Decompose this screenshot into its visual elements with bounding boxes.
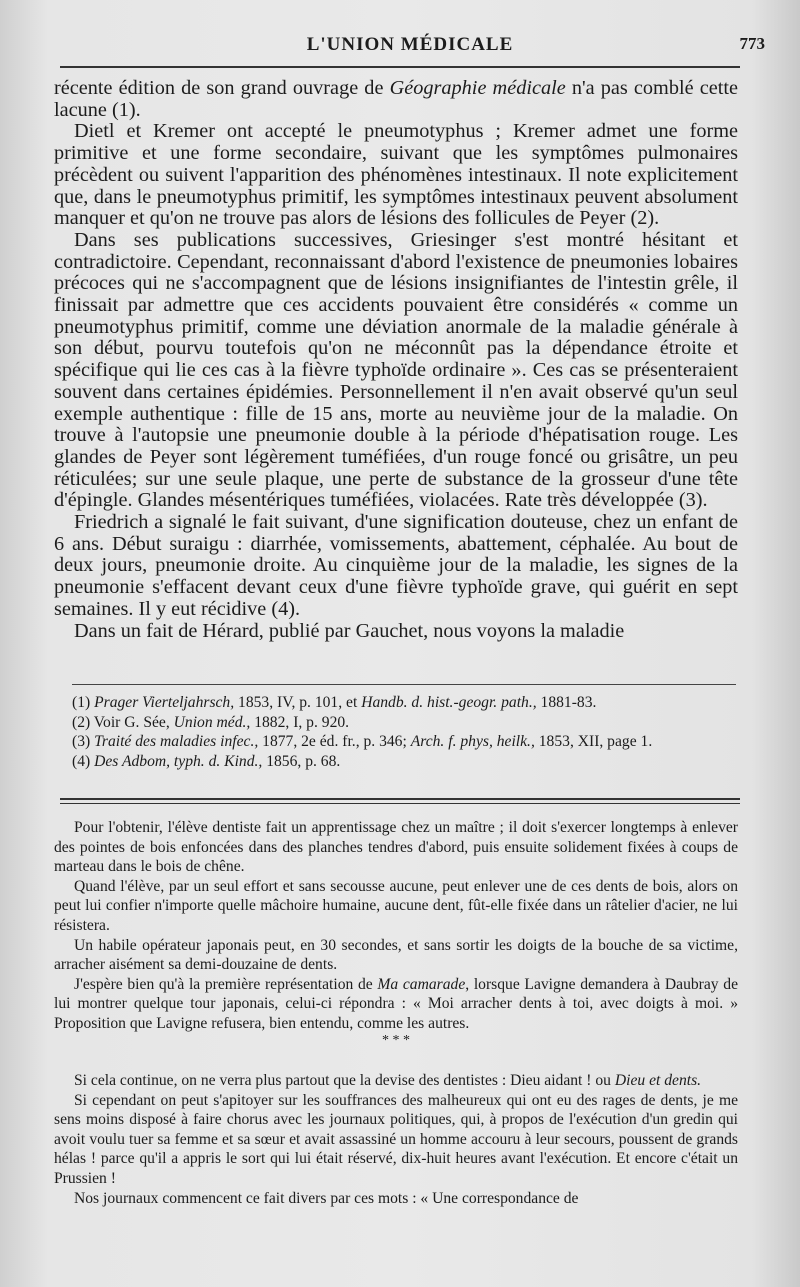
feuilleton-paragraph-1: Pour l'obtenir, l'élève dentiste fait un apprentissage chez un maître ; il doit s'exercer longtemps à enlever des pointes de bois enfoncées dans des planches tendres d'abord, puis ensuite solidement fixées à coups de marteau dans le bois de chêne. xyxy=(54,819,738,876)
paragraph-5: Dans un fait de Hérard, publié par Gauchet, nous voyons la maladie xyxy=(74,619,625,642)
running-title: L'UNION MÉDICALE xyxy=(306,34,514,55)
feuilleton-paragraph-5: Si cela continue, on ne verra plus partout que la devise des dentistes : Dieu aidant ! ou Dieu et dents. xyxy=(74,1072,702,1089)
feuilleton-paragraph-6: Si cependant on peut s'apitoyer sur les souffrances des malheureux qui ont eu des rages de dents, je me sens moins disposé à faire chorus avec les journaux politiques, qui, à propos de l'exécution d'un gredin qui avoit voulu tuer sa femme et sa sœur et avait assassiné un homme accouru à leur secours, poussent de grands hélas ! parce qu'il a appris le sort qui lui était réservé, dix-huit heures avant l'exécution. Et encore c'était un Prussien ! xyxy=(54,1091,738,1187)
feuilleton-paragraph-7: Nos journaux commencent ce fait divers par ces mots : « Une correspondance de xyxy=(74,1189,579,1207)
section-separator-stars: * * * xyxy=(382,1032,410,1048)
footnote-4: (4) Des Adbom, typh. d. Kind., 1856, p. 68. xyxy=(72,752,341,770)
feuilleton-rule-bottom xyxy=(60,803,740,804)
main-text xyxy=(54,78,738,642)
paragraph-2: Dietl et Kremer ont accepté le pneumotyphus ; Kremer admet une forme primitive et une forme secondaire, suivant que les symptômes pulmonaires précèdent ou suivent l'apparition des phénomènes intestinaux. Il note explicitement que, dans le pneumotyphus primitif, les symptômes intestinaux peuvent absolument manquer et qu'on ne trouve pas alors de lésions des follicules de Peyer (2). xyxy=(54,120,738,230)
feuilleton-section-1 xyxy=(54,818,738,1048)
page-number: 773 xyxy=(739,34,765,53)
footnote-3: (3) Traité des maladies infec., 1877, 2e éd. fr., p. 346; Arch. f. phys, heilk., 1853, XII, page 1. xyxy=(72,733,653,750)
footnote-rule xyxy=(72,684,736,685)
page-header xyxy=(55,34,765,62)
feuilleton-paragraph-4: J'espère bien qu'à la première représentation de Ma camarade, lorsque Lavigne demandera à Daubray de lui montrer quelque tour japonais, celui-ci répondra : « Moi arracher dents à toi, avec doigts à moi. » Proposition que Lavigne refusera, bien entendu, comme les autres. xyxy=(54,975,739,1032)
footnote-1: (1) Prager Vierteljahrsch, 1853, IV, p. 101, et Handb. d. hist.-geogr. path., 1881-83. xyxy=(72,694,597,711)
footnotes xyxy=(72,693,740,771)
footnote-2: (2) Voir G. Sée, Union méd., 1882, I, p. 920. xyxy=(72,713,350,731)
feuilleton-paragraph-3: Un habile opérateur japonais peut, en 30 secondes, et sans sortir les doigts de la bouche de sa victime, arracher aisément sa demi-douzaine de dents. xyxy=(54,936,738,974)
paragraph-4: Friedrich a signalé le fait suivant, d'une signification douteuse, chez un enfant de 6 ans. Début suraigu : diarrhée, vomissements, abattement, céphalée. Au bout de deux jours, pneumonie droite. Au cinquième jour de la maladie, les signes de la pneumonie s'effacent devant ceux d'une fièvre typhoïde grave, qui guérit en sept semaines. Il y eut récidive (4). xyxy=(54,511,738,620)
feuilleton-rule-top xyxy=(60,798,740,800)
feuilleton-section-2 xyxy=(54,1071,738,1208)
feuilleton-paragraph-2: Quand l'élève, par un seul effort et sans secousse aucune, peut enlever une de ces dents de bois, alors on peut lui confier n'importe quelle mâchoire humaine, aucune dent, fût-elle fixée dans un râtelier d'acier, ne lui résistera. xyxy=(54,877,738,934)
paragraph-3: Dans ses publications successives, Griesinger s'est montré hésitant et contradictoire. Cependant, reconnaissant d'abord l'existence de pneumonies lobaires précoces qui ne s'accompagnent que de lésions insignifiantes de l'intestin grêle, il finissait par admettre que ces accidents pouvaient être considérés « comme un pneumotyphus primitif, comme une déviation anormale de la maladie générale à son début, pourvu toutefois qu'on ne méconnût pas la dépendance étroite et spécifique qui lie ces cas à la fièvre typhoïde ordinaire ». Ces cas se présenteraient souvent dans certaines épidémies. Personnellement il n'en avait observé qu'un seul exemple authentique : fille de 15 ans, morte au neuvième jour de la maladie. On trouve à l'autopsie une pneumonie double à la période d'hépatisation rouge. Les glandes de Peyer sont légèrement tuméfiées, d'un rouge foncé ou grisâtre, un peu réticulées; sur une seule plaque, une perte de substance de la grosseur d'une tête d'épingle. Glandes mésentériques tuméfiées, violacées. Rate très développée (3). xyxy=(54,228,738,512)
paragraph-1: récente édition de son grand ouvrage de Géographie médicale n'a pas comblé cette lacune (1). xyxy=(54,77,738,121)
header-rule xyxy=(60,66,740,68)
